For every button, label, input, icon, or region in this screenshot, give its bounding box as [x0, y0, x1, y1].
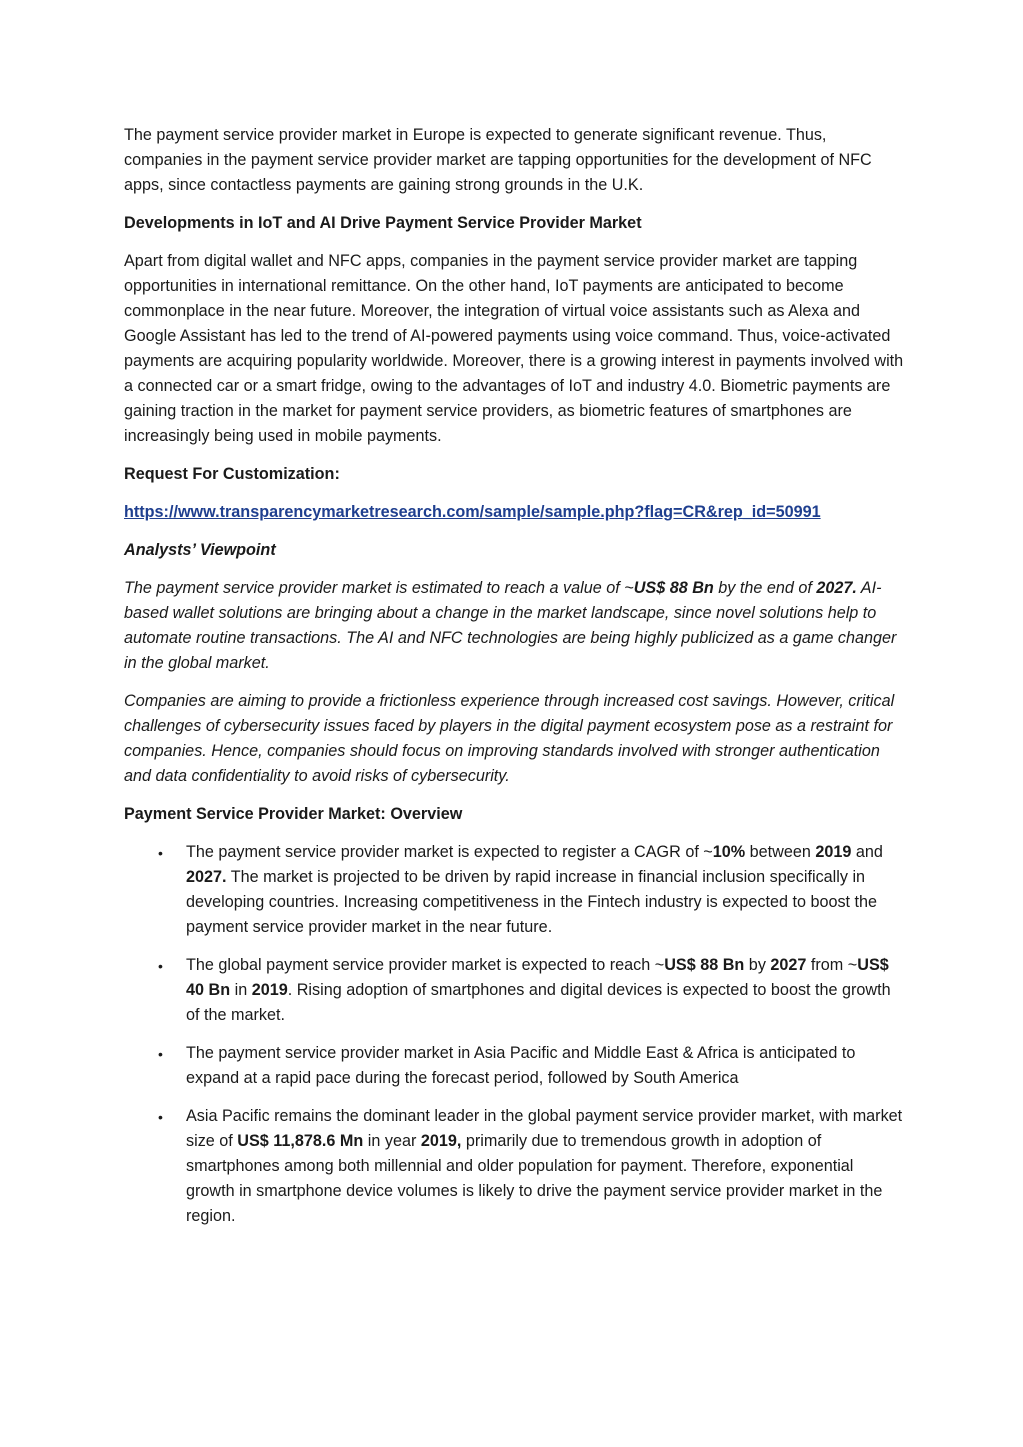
section-heading-iot-ai: Developments in IoT and AI Drive Payment Service Provider Market	[124, 214, 642, 232]
list-item	[124, 953, 904, 1028]
text-run: from ~	[806, 956, 858, 974]
overview-heading: Payment Service Provider Market: Overview	[124, 805, 463, 823]
text-run: The payment service provider market is expected to register a CAGR of ~	[186, 843, 713, 861]
customization-link[interactable]: https://www.transparencymarketresearch.com/sample/sample.php?flag=CR&rep_id=50991	[124, 503, 821, 521]
intro-paragraph: The payment service provider market in Europe is expected to generate significant revenue. Thus, companies in the payment service provider market are tapping opportunities for the development of NFC apps, since contactless payments are gaining strong grounds in the U.K.	[124, 126, 872, 194]
analyst-paragraph-1	[124, 576, 904, 676]
bold-run: US$ 11,878.6 Mn	[237, 1132, 364, 1150]
bold-run: 2019	[251, 981, 288, 999]
text-run: The payment service provider market in Asia Pacific and Middle East & Africa is anticipated to expand at a rapid pace during the forecast period, followed by South America	[186, 1044, 856, 1087]
bold-run: US$ 88 Bn	[633, 579, 714, 597]
bold-run: 2027	[770, 956, 807, 974]
customization-heading: Request For Customization:	[124, 465, 340, 483]
list-item	[124, 1041, 904, 1091]
text-run: The payment service provider market is estimated to reach a value of ~	[124, 579, 634, 597]
text-run: The global payment service provider market is expected to reach ~	[186, 956, 665, 974]
bold-run: 2019	[815, 843, 852, 861]
text-run: and	[851, 843, 883, 861]
list-item	[124, 840, 904, 940]
iot-ai-paragraph: Apart from digital wallet and NFC apps, companies in the payment service provider market are tapping opportunities in international remittance. On the other hand, IoT payments are anticipated to become commonplace in the near future. Moreover, the integration of virtual voice assistants such as Alexa and Google Assistant has led to the trend of AI-powered payments using voice command. Thus, voice-activated payments are acquiring popularity worldwide. Moreover, there is a growing interest in payments involved with a connected car or a smart fridge, owing to the advantages of IoT and industry 4.0. Biometric payments are gaining traction in the market for payment service providers, as biometric features of smartphones are increasingly being used in mobile payments.	[124, 252, 904, 445]
bold-run: 2027.	[816, 579, 857, 597]
bold-run: US$ 40 Bn	[186, 956, 889, 999]
text-run: AI-based wallet solutions are bringing about a change in the market landscape, since novel solutions help to automate routine transactions. The AI and NFC technologies are being highly publicized as a game changer in the global market.	[124, 579, 897, 672]
text-run: . Rising adoption of smartphones and digital devices is expected to boost the growth of the market.	[186, 981, 891, 1024]
bold-run: US$ 88 Bn	[664, 956, 745, 974]
customization-link-paragraph	[124, 500, 904, 525]
bullet-icon: •	[158, 1046, 163, 1062]
analyst-paragraph-2: Companies are aiming to provide a frictionless experience through increased cost savings. However, critical challenges of cybersecurity issues faced by players in the digital payment ecosystem pose as a restraint for companies. Hence, companies should focus on improving standards involved with stronger authentication and data confidentiality to avoid risks of cybersecurity.	[124, 692, 895, 785]
text-run: by the end of	[713, 579, 817, 597]
bullet-icon: •	[158, 1109, 163, 1125]
analysts-viewpoint-heading: Analysts’ Viewpoint	[124, 541, 276, 559]
bullet-icon: •	[158, 845, 163, 861]
bold-run: 10%	[712, 843, 746, 861]
text-run: in year	[363, 1132, 421, 1150]
bullet-icon: •	[158, 958, 163, 974]
bold-run: 2027.	[186, 868, 227, 886]
text-run: The market is projected to be driven by rapid increase in financial inclusion specifically in developing countries. Increasing competitiveness in the Fintech industry is expected to boost the payment service provider market in the near future.	[186, 868, 878, 936]
list-item	[124, 1104, 904, 1229]
bold-run: 2019,	[420, 1132, 462, 1150]
text-run: between	[745, 843, 816, 861]
text-run: by	[744, 956, 771, 974]
overview-bullet-list	[124, 840, 904, 1229]
text-run: in	[230, 981, 252, 999]
text-run: Asia Pacific remains the dominant leader in the global payment service provider market, with market size of	[186, 1107, 903, 1150]
text-run: primarily due to tremendous growth in adoption of smartphones among both millennial and older population for payment. Therefore, exponential growth in smartphone device volumes is likely to drive the payment service provider market in the region.	[186, 1132, 883, 1225]
document-body	[124, 123, 904, 1242]
